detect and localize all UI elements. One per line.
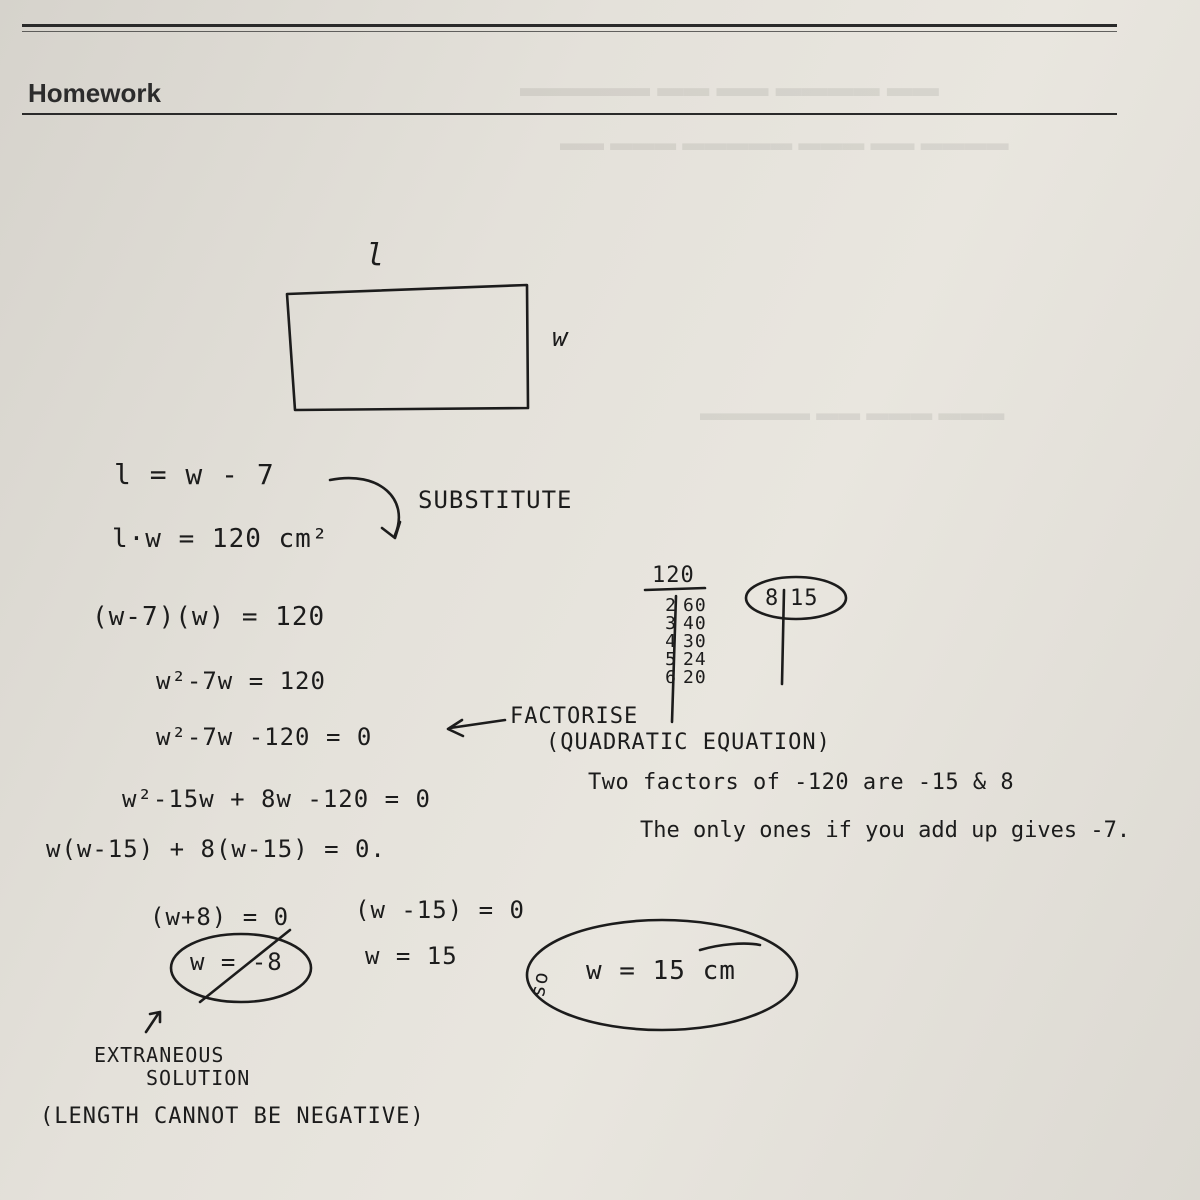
equation-standard-form: w²-7w -120 = 0 [156, 723, 373, 751]
factorise-note: FACTORISE [510, 704, 639, 729]
equation-grouped: w(w-15) + 8(w-15) = 0. [46, 835, 386, 863]
factor-table-number: 120 [652, 563, 695, 588]
factor-left: 5 [665, 649, 677, 670]
factor-right: 60 [683, 595, 707, 616]
factor-right: 24 [683, 649, 707, 670]
bleed-through-texture: ▬▬▬ ▬▬▬ ▬▬ ▬▬▬▬▬ [700, 400, 1005, 425]
diagram-length-label: l [366, 238, 386, 273]
only-ones-note: The only ones if you add up gives -7. [640, 818, 1131, 843]
factor-left: 4 [665, 631, 677, 652]
substitute-note: SUBSTITUTE [418, 486, 573, 514]
factor-pair-divider [782, 590, 784, 684]
two-factors-note: Two factors of -120 are -15 & 8 [588, 770, 1015, 795]
factor-right: 30 [683, 631, 707, 652]
factor-table [647, 597, 707, 687]
factor-left: 6 [665, 667, 677, 688]
equation-length: l = w - 7 [114, 458, 275, 491]
page-title: Homework [28, 78, 161, 108]
factor-zero-b: (w -15) = 0 [355, 896, 525, 924]
solution-label: SOLUTION [146, 1066, 251, 1090]
factor-table-top-line [645, 588, 705, 590]
final-answer: w = 15 cm [586, 956, 736, 986]
rejected-solution: w = -8 [190, 948, 283, 976]
extraneous-label: EXTRANEOUS [94, 1043, 225, 1067]
bleed-through-texture: ▬▬ ▬▬▬▬ ▬▬ ▬▬ ▬▬▬▬▬ [520, 72, 939, 102]
accepted-solution: w = 15 [365, 942, 458, 970]
substitute-arrow [330, 478, 399, 535]
answer-underline [700, 944, 760, 950]
circled-factor-a: 8 [765, 586, 780, 611]
so-word: so [524, 969, 554, 999]
equation-split-middle: w²-15w + 8w -120 = 0 [122, 785, 431, 813]
factor-zero-a: (w+8) = 0 [150, 903, 290, 931]
equation-area: l·w = 120 cm² [112, 524, 329, 554]
bleed-through-texture: ▬▬▬▬ ▬▬ ▬▬▬ ▬▬▬▬▬ ▬▬▬ ▬▬ [560, 130, 1009, 155]
factor-left: 2 [665, 595, 677, 616]
factor-left: 3 [665, 613, 677, 634]
rectangle-diagram [287, 285, 528, 410]
extraneous-arrow [146, 1014, 158, 1032]
circled-factor-b: 15 [790, 586, 819, 611]
length-cannot-be-negative-note: (LENGTH CANNOT BE NEGATIVE) [40, 1104, 425, 1129]
factor-right: 20 [683, 667, 707, 688]
factor-row [647, 669, 707, 687]
diagram-width-label: w [552, 323, 569, 353]
quadratic-note: (QUADRATIC EQUATION) [546, 730, 831, 755]
factor-right: 40 [683, 613, 707, 634]
equation-expanded: w²-7w = 120 [156, 667, 326, 695]
equation-substituted: (w-7)(w) = 120 [92, 602, 326, 632]
